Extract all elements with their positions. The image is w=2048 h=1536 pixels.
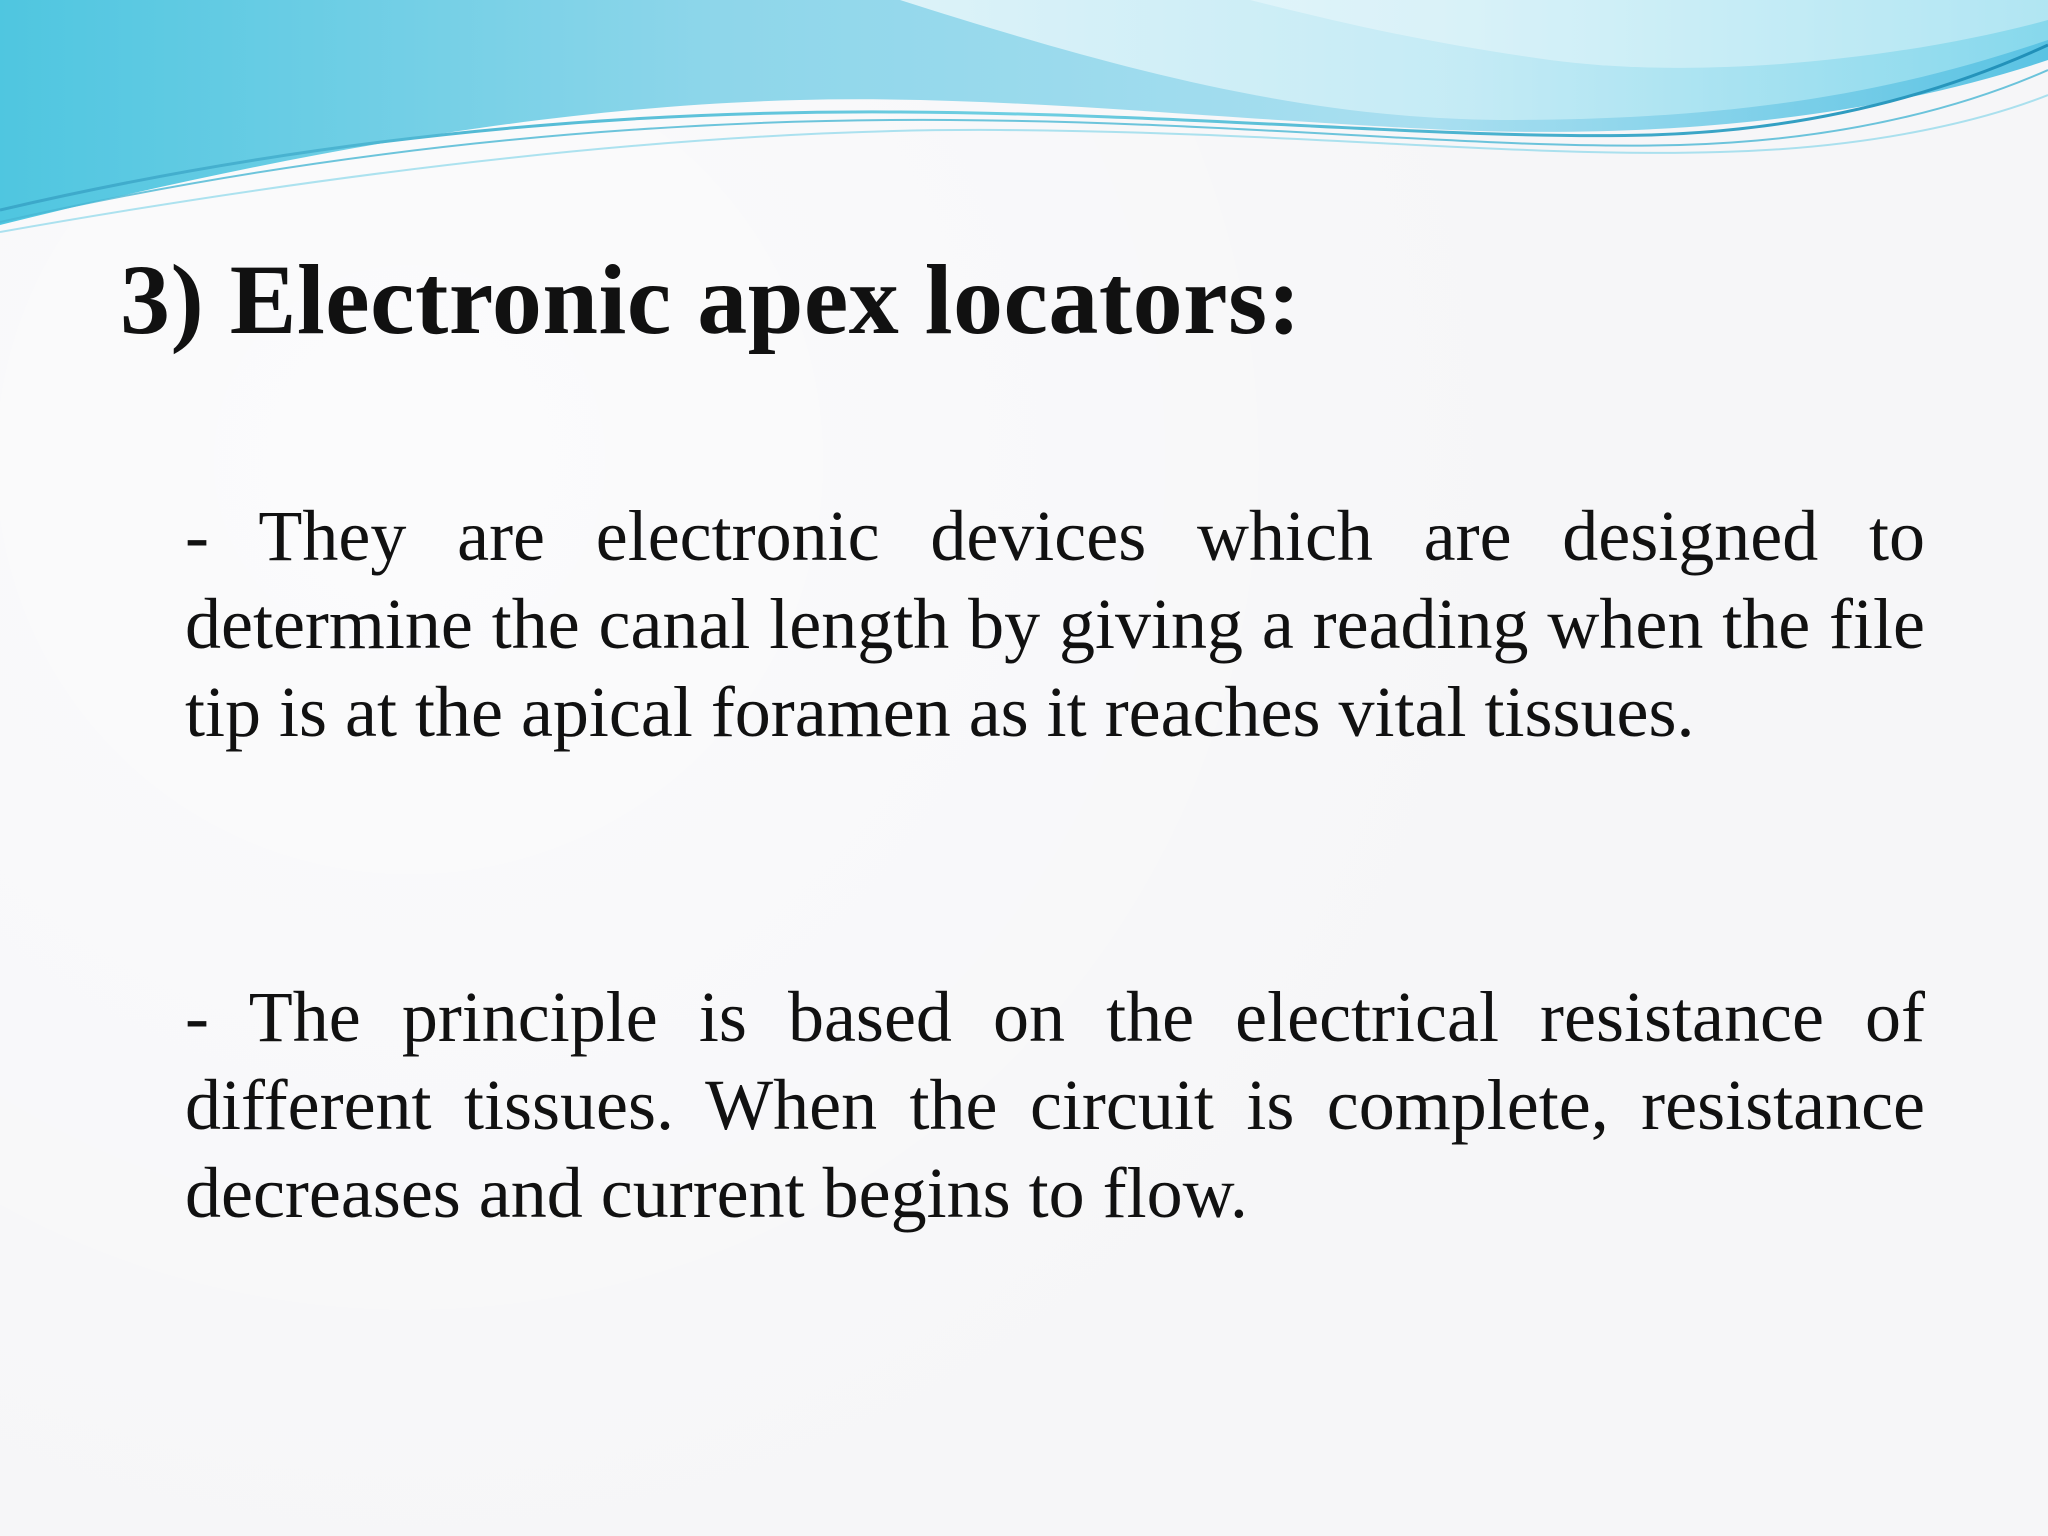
wave-header-decoration: [0, 0, 2048, 240]
slide-title: 3) Electronic apex locators:: [120, 244, 1302, 355]
body-paragraph-2: - The principle is based on the electrical resistance of different tissues. When the circuit is complete, resistance decreases and current begins to flow.: [185, 977, 1925, 1233]
body-paragraph-1: - They are electronic devices which are designed to determine the canal length by giving a reading when the file tip is at the apical foramen as it reaches vital tissues.: [185, 496, 1925, 752]
